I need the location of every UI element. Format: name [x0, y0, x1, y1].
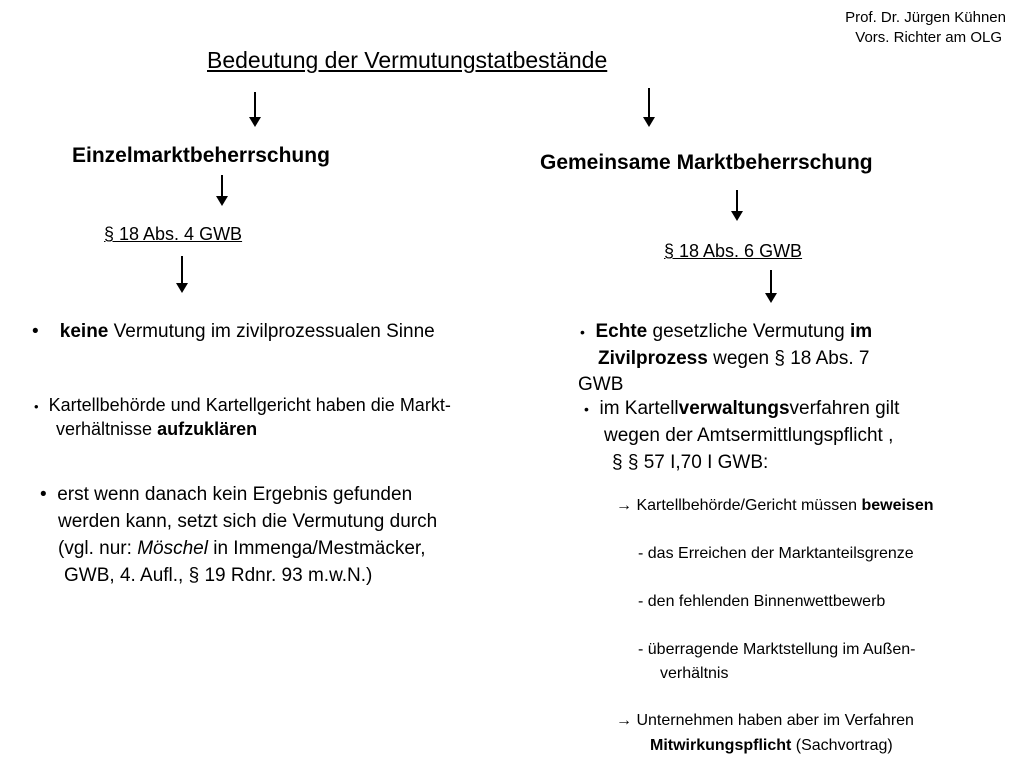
right-dash-3-line2: verhältnis — [660, 665, 729, 682]
bullet-3-text-line1: erst wenn danach kein Ergebnis gefunden — [57, 484, 413, 505]
bullet-r1-strong3: Zivilprozess — [598, 348, 708, 369]
sub-1-text: Kartellbehörde/Gericht müssen — [632, 497, 862, 514]
arrow-left-1 — [221, 175, 223, 197]
bullet-3-text-line3-pre: (vgl. nur: — [58, 538, 138, 559]
right-dash-3-line1: - überragende Marktstellung im Außen- — [638, 641, 916, 658]
left-bullet-3-line4: GWB, 4. Aufl., § 19 Rdnr. 93 m.w.N.) — [64, 565, 373, 586]
paragraph-ref-right: § 18 Abs. 6 GWB — [664, 241, 803, 261]
arrow-right-icon: → — [616, 497, 632, 514]
right-dash-1: - das Erreichen der Marktanteilsgrenze — [638, 545, 914, 562]
sub-2-strong: Mitwirkungspflicht — [650, 737, 792, 754]
bullet-2-strong: aufzuklären — [157, 419, 258, 439]
right-bullet-2-line2: wegen der Amtsermittlungspflicht , — [604, 425, 894, 446]
bullet-marker: • — [34, 399, 39, 414]
bullet-3-text-line3-post: in Immenga/Mestmäcker, — [207, 538, 426, 559]
bullet-marker: • — [40, 484, 47, 505]
arrow-title-left — [254, 92, 256, 118]
bullet-1-text: Vermutung im zivilprozessualen Sinne — [108, 321, 435, 342]
arrow-title-right — [648, 88, 650, 118]
bullet-marker: • — [32, 321, 39, 342]
bullet-r1-text: gesetzliche Vermutung — [647, 321, 851, 342]
bullet-marker: • — [580, 324, 585, 340]
left-bullet-2-line1 — [34, 394, 451, 418]
right-bullet-1-line2 — [598, 347, 869, 371]
right-bullet-1-line1 — [580, 320, 872, 344]
bullet-r1-text2: wegen § 18 Abs. 7 — [707, 348, 870, 369]
sub-1-strong: beweisen — [861, 497, 934, 514]
left-bullet-3-line3 — [58, 537, 425, 561]
bullet-r2-post: verfahren gilt — [789, 398, 900, 419]
bullet-r1-strong: Echte — [595, 321, 648, 342]
page-title: Bedeutung der Vermutungstatbestände — [207, 47, 608, 73]
sub-2-text2: (Sachvortrag) — [791, 737, 893, 754]
heading-einzelmarkt: Einzelmarktbeherrschung — [72, 144, 330, 167]
bullet-r2-strong: verwaltungs — [678, 398, 790, 419]
right-sub-2-line1 — [616, 711, 914, 731]
arrow-right-2 — [770, 270, 772, 294]
right-sub-2-line2 — [650, 736, 893, 756]
bullet-r2-pre: im Kartell — [599, 398, 679, 419]
bullet-marker: • — [584, 401, 589, 417]
right-bullet-2-line3: § § 57 I,70 I GWB: — [612, 452, 769, 473]
left-bullet-2-line2 — [56, 418, 257, 441]
right-bullet-2-line1 — [584, 397, 899, 421]
arrow-right-icon: → — [616, 712, 632, 729]
bullet-3-italic: Möschel — [137, 538, 208, 559]
paragraph-ref-left: § 18 Abs. 4 GWB — [104, 224, 243, 244]
left-bullet-1 — [32, 320, 435, 344]
bullet-1-strong: keine — [59, 321, 109, 342]
right-bullet-1-line3: GWB — [578, 374, 624, 395]
sub-2-text: Unternehmen haben aber im Verfahren — [632, 712, 914, 729]
bullet-2-text-line1: Kartellbehörde und Kartellgericht haben die Markt- — [48, 395, 451, 415]
author-line-1: Prof. Dr. Jürgen Kühnen — [845, 9, 1006, 26]
arrow-right-1 — [736, 190, 738, 212]
right-dash-2: - den fehlenden Binnenwettbewerb — [638, 593, 886, 610]
arrow-left-2 — [181, 256, 183, 284]
left-bullet-3-line1 — [40, 483, 412, 507]
bullet-r1-strong2: im — [850, 321, 873, 342]
left-bullet-3-line2: werden kann, setzt sich die Vermutung durch — [58, 511, 438, 532]
right-sub-1 — [616, 496, 933, 516]
heading-gemeinsame: Gemeinsame Marktbeherrschung — [540, 151, 873, 174]
author-line-2: Vors. Richter am OLG — [855, 29, 1002, 46]
bullet-2-text-line2: verhältnisse — [56, 419, 158, 439]
